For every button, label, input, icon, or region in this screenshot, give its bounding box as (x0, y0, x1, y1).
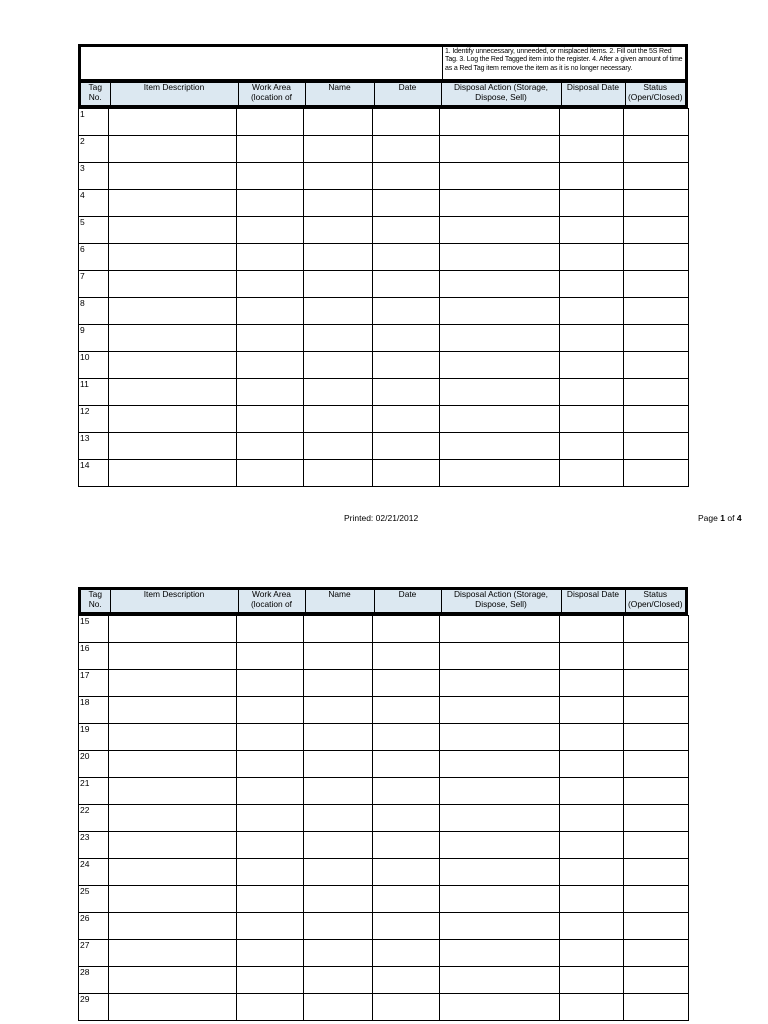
table-row (79, 913, 689, 940)
entry-cell[interactable] (440, 670, 560, 697)
entry-cell[interactable] (109, 832, 237, 859)
entry-cell[interactable] (304, 832, 373, 859)
entry-cell[interactable] (237, 109, 304, 136)
entry-cell[interactable] (624, 724, 689, 751)
entry-cell[interactable] (373, 886, 440, 913)
entry-cell[interactable] (304, 325, 373, 352)
entry-cell[interactable] (304, 913, 373, 940)
entry-cell[interactable] (440, 616, 560, 643)
tag-number-cell: 22 (79, 805, 109, 832)
entry-cell[interactable] (440, 643, 560, 670)
entry-cell[interactable] (373, 859, 440, 886)
entry-cell[interactable] (237, 805, 304, 832)
entry-cell[interactable] (237, 379, 304, 406)
table-row (79, 217, 689, 244)
table-row (79, 778, 689, 805)
entry-cell[interactable] (560, 670, 624, 697)
table-row (79, 298, 689, 325)
tag-number-cell: 23 (79, 832, 109, 859)
table-row (79, 460, 689, 487)
entry-cell[interactable] (624, 994, 689, 1021)
printed-date-value: 02/21/2012 (375, 513, 419, 523)
entry-cell[interactable] (304, 190, 373, 217)
entry-cell[interactable] (560, 379, 624, 406)
entry-cell[interactable] (373, 805, 440, 832)
entry-cell[interactable] (373, 751, 440, 778)
entry-cell[interactable] (304, 994, 373, 1021)
col-date: Date (374, 83, 441, 105)
col-disposal-action: Disposal Action (Storage, Dispose, Sell) (441, 590, 561, 612)
entry-cell[interactable] (624, 967, 689, 994)
entry-cell[interactable] (624, 940, 689, 967)
entry-cell[interactable] (109, 913, 237, 940)
entry-cell[interactable] (624, 778, 689, 805)
entry-cell[interactable] (237, 643, 304, 670)
entry-cell[interactable] (237, 832, 304, 859)
entry-cell[interactable] (440, 190, 560, 217)
entry-cell[interactable] (109, 379, 237, 406)
entry-cell[interactable] (304, 778, 373, 805)
tag-number-cell: 11 (79, 379, 109, 406)
table-row (79, 859, 689, 886)
entry-cell[interactable] (560, 163, 624, 190)
header-row-1 (78, 80, 688, 108)
col-item-description: Item Description (110, 83, 238, 105)
tag-number-cell: 25 (79, 886, 109, 913)
entry-cell[interactable] (373, 994, 440, 1021)
entry-cell[interactable] (624, 379, 689, 406)
tag-number-cell: 2 (79, 136, 109, 163)
register-page-2 (78, 587, 688, 1021)
entry-cell[interactable] (560, 913, 624, 940)
entry-cell[interactable] (440, 805, 560, 832)
table-row (79, 940, 689, 967)
tag-number-cell: 3 (79, 163, 109, 190)
entry-cell[interactable] (237, 217, 304, 244)
entry-cell[interactable] (237, 994, 304, 1021)
entry-cell[interactable] (304, 643, 373, 670)
entry-cell[interactable] (440, 217, 560, 244)
entry-cell[interactable] (624, 109, 689, 136)
table-row (79, 967, 689, 994)
entry-cell[interactable] (109, 751, 237, 778)
entry-cell[interactable] (560, 859, 624, 886)
entry-cell[interactable] (304, 616, 373, 643)
tag-number-cell: 20 (79, 751, 109, 778)
entry-cell[interactable] (304, 940, 373, 967)
tag-number-cell: 19 (79, 724, 109, 751)
table-row (79, 325, 689, 352)
entry-cell[interactable] (624, 325, 689, 352)
entry-cell[interactable] (440, 136, 560, 163)
printed-label: Printed: (344, 513, 374, 523)
entry-cell[interactable] (440, 859, 560, 886)
entry-cell[interactable] (373, 136, 440, 163)
table-row (79, 724, 689, 751)
entry-cell[interactable] (373, 325, 440, 352)
table-row (79, 886, 689, 913)
entry-cell[interactable] (624, 670, 689, 697)
entry-cell[interactable] (109, 670, 237, 697)
entry-cell[interactable] (560, 832, 624, 859)
table-row (79, 751, 689, 778)
entry-cell[interactable] (109, 190, 237, 217)
entry-cell[interactable] (373, 433, 440, 460)
entry-cell[interactable] (560, 244, 624, 271)
entry-cell[interactable] (440, 298, 560, 325)
entry-cell[interactable] (560, 109, 624, 136)
entry-cell[interactable] (304, 109, 373, 136)
register-table-1 (78, 108, 689, 487)
entry-cell[interactable] (624, 217, 689, 244)
entry-cell[interactable] (440, 967, 560, 994)
table-row (79, 109, 689, 136)
entry-cell[interactable] (624, 352, 689, 379)
entry-cell[interactable] (373, 352, 440, 379)
table-row (79, 163, 689, 190)
instructions-text: 1. Identify unnecessary, unneeded, or misplaced items. 2. Fill out the 5S Red Tag. 3. Log the Red Tagged item into the register. 4. After a given amount of time as a Red Tag item remove the item as it is no longer necessary. (445, 48, 683, 72)
entry-cell[interactable] (109, 136, 237, 163)
tag-number-cell: 8 (79, 298, 109, 325)
entry-cell[interactable] (373, 697, 440, 724)
entry-cell[interactable] (373, 244, 440, 271)
entry-cell[interactable] (560, 460, 624, 487)
entry-cell[interactable] (560, 352, 624, 379)
entry-cell[interactable] (440, 163, 560, 190)
register-table-2 (78, 615, 689, 1021)
entry-cell[interactable] (237, 190, 304, 217)
entry-cell[interactable] (373, 913, 440, 940)
tag-number-cell: 27 (79, 940, 109, 967)
entry-cell[interactable] (440, 940, 560, 967)
entry-cell[interactable] (624, 751, 689, 778)
table-row (79, 697, 689, 724)
entry-cell[interactable] (373, 406, 440, 433)
entry-cell[interactable] (373, 724, 440, 751)
table-row (79, 190, 689, 217)
entry-cell[interactable] (304, 406, 373, 433)
entry-cell[interactable] (109, 886, 237, 913)
entry-cell[interactable] (560, 967, 624, 994)
entry-cell[interactable] (304, 271, 373, 298)
tag-number-cell: 26 (79, 913, 109, 940)
col-work-area: Work Area (location of (238, 83, 305, 105)
entry-cell[interactable] (237, 967, 304, 994)
entry-cell[interactable] (109, 271, 237, 298)
tag-number-cell: 21 (79, 778, 109, 805)
printed-date (344, 513, 418, 523)
entry-cell[interactable] (304, 433, 373, 460)
entry-cell[interactable] (440, 271, 560, 298)
entry-cell[interactable] (440, 778, 560, 805)
table-row (79, 994, 689, 1021)
entry-cell[interactable] (440, 751, 560, 778)
entry-cell[interactable] (624, 163, 689, 190)
page-indicator (698, 513, 742, 523)
tag-number-cell: 4 (79, 190, 109, 217)
table-row (79, 271, 689, 298)
entry-cell[interactable] (373, 298, 440, 325)
entry-cell[interactable] (237, 433, 304, 460)
col-disposal-date: Disposal Date (561, 83, 625, 105)
page-total: 4 (736, 513, 742, 523)
entry-cell[interactable] (109, 805, 237, 832)
entry-cell[interactable] (624, 643, 689, 670)
entry-cell[interactable] (373, 832, 440, 859)
tag-number-cell: 7 (79, 271, 109, 298)
entry-cell[interactable] (624, 271, 689, 298)
tag-number-cell: 28 (79, 967, 109, 994)
entry-cell[interactable] (304, 217, 373, 244)
tag-number-cell: 29 (79, 994, 109, 1021)
entry-cell[interactable] (560, 724, 624, 751)
entry-cell[interactable] (373, 109, 440, 136)
tag-number-cell: 17 (79, 670, 109, 697)
entry-cell[interactable] (560, 778, 624, 805)
table-row (79, 805, 689, 832)
entry-cell[interactable] (560, 406, 624, 433)
header-row-2 (78, 587, 688, 615)
entry-cell[interactable] (440, 994, 560, 1021)
entry-cell[interactable] (237, 751, 304, 778)
entry-cell[interactable] (373, 217, 440, 244)
entry-cell[interactable] (109, 406, 237, 433)
table-row (79, 352, 689, 379)
tag-number-cell: 9 (79, 325, 109, 352)
entry-cell[interactable] (373, 670, 440, 697)
entry-cell[interactable] (624, 886, 689, 913)
entry-cell[interactable] (237, 616, 304, 643)
entry-cell[interactable] (440, 832, 560, 859)
table-row (79, 136, 689, 163)
entry-cell[interactable] (440, 244, 560, 271)
entry-cell[interactable] (440, 724, 560, 751)
entry-cell[interactable] (304, 967, 373, 994)
tag-number-cell: 24 (79, 859, 109, 886)
entry-cell[interactable] (304, 460, 373, 487)
entry-cell[interactable] (304, 379, 373, 406)
col-name: Name (305, 83, 374, 105)
tag-number-cell: 13 (79, 433, 109, 460)
entry-cell[interactable] (109, 859, 237, 886)
entry-cell[interactable] (440, 325, 560, 352)
entry-cell[interactable] (560, 190, 624, 217)
tag-number-cell: 16 (79, 643, 109, 670)
entry-cell[interactable] (237, 271, 304, 298)
entry-cell[interactable] (109, 724, 237, 751)
entry-cell[interactable] (440, 406, 560, 433)
entry-cell[interactable] (624, 433, 689, 460)
col-work-area: Work Area (location of (238, 590, 305, 612)
entry-cell[interactable] (109, 940, 237, 967)
entry-cell[interactable] (109, 616, 237, 643)
title-cell (81, 47, 443, 79)
entry-cell[interactable] (560, 994, 624, 1021)
entry-cell[interactable] (560, 643, 624, 670)
entry-cell[interactable] (109, 109, 237, 136)
entry-cell[interactable] (304, 298, 373, 325)
table-row (79, 433, 689, 460)
col-tag-no: Tag No. (81, 83, 110, 105)
entry-cell[interactable] (373, 778, 440, 805)
entry-cell[interactable] (624, 859, 689, 886)
page-current: 1 (720, 513, 725, 523)
entry-cell[interactable] (237, 913, 304, 940)
entry-cell[interactable] (560, 298, 624, 325)
entry-cell[interactable] (237, 724, 304, 751)
entry-cell[interactable] (440, 460, 560, 487)
entry-cell[interactable] (304, 163, 373, 190)
instructions-banner (78, 44, 688, 82)
entry-cell[interactable] (237, 886, 304, 913)
register-page-1 (78, 44, 688, 487)
entry-cell[interactable] (109, 460, 237, 487)
tag-number-cell: 18 (79, 697, 109, 724)
tag-number-cell: 12 (79, 406, 109, 433)
tag-number-cell: 1 (79, 109, 109, 136)
entry-cell[interactable] (109, 967, 237, 994)
entry-cell[interactable] (373, 616, 440, 643)
col-date: Date (374, 590, 441, 612)
entry-cell[interactable] (237, 859, 304, 886)
entry-cell[interactable] (304, 751, 373, 778)
entry-cell[interactable] (109, 352, 237, 379)
page-of: of (727, 513, 735, 523)
entry-cell[interactable] (440, 379, 560, 406)
entry-cell[interactable] (440, 913, 560, 940)
entry-cell[interactable] (304, 805, 373, 832)
entry-cell[interactable] (624, 136, 689, 163)
entry-cell[interactable] (560, 136, 624, 163)
entry-cell[interactable] (560, 886, 624, 913)
entry-cell[interactable] (373, 379, 440, 406)
entry-cell[interactable] (560, 433, 624, 460)
entry-cell[interactable] (237, 670, 304, 697)
table-row (79, 832, 689, 859)
entry-cell[interactable] (109, 697, 237, 724)
entry-cell[interactable] (237, 298, 304, 325)
entry-cell[interactable] (624, 190, 689, 217)
col-item-description: Item Description (110, 590, 238, 612)
entry-cell[interactable] (237, 406, 304, 433)
entry-cell[interactable] (237, 325, 304, 352)
entry-cell[interactable] (624, 616, 689, 643)
entry-cell[interactable] (109, 217, 237, 244)
entry-cell[interactable] (440, 433, 560, 460)
entry-cell[interactable] (237, 163, 304, 190)
entry-cell[interactable] (373, 967, 440, 994)
table-row (79, 616, 689, 643)
entry-cell[interactable] (624, 244, 689, 271)
entry-cell[interactable] (440, 886, 560, 913)
entry-cell[interactable] (109, 778, 237, 805)
table-row (79, 643, 689, 670)
col-name: Name (305, 590, 374, 612)
entry-cell[interactable] (304, 136, 373, 163)
entry-cell[interactable] (237, 778, 304, 805)
entry-cell[interactable] (560, 751, 624, 778)
entry-cell[interactable] (624, 832, 689, 859)
entry-cell[interactable] (237, 697, 304, 724)
entry-cell[interactable] (109, 325, 237, 352)
entry-cell[interactable] (304, 859, 373, 886)
col-status: Status (Open/Closed) (625, 590, 685, 612)
tag-number-cell: 14 (79, 460, 109, 487)
entry-cell[interactable] (560, 940, 624, 967)
entry-cell[interactable] (624, 697, 689, 724)
entry-cell[interactable] (560, 697, 624, 724)
entry-cell[interactable] (624, 406, 689, 433)
entry-cell[interactable] (304, 352, 373, 379)
entry-cell[interactable] (109, 643, 237, 670)
entry-cell[interactable] (304, 724, 373, 751)
entry-cell[interactable] (624, 460, 689, 487)
entry-cell[interactable] (237, 460, 304, 487)
table-row (79, 670, 689, 697)
entry-cell[interactable] (373, 643, 440, 670)
entry-cell[interactable] (237, 136, 304, 163)
page-label: Page (698, 513, 718, 523)
entry-cell[interactable] (109, 298, 237, 325)
entry-cell[interactable] (373, 271, 440, 298)
entry-cell[interactable] (373, 163, 440, 190)
entry-cell[interactable] (440, 352, 560, 379)
tag-number-cell: 10 (79, 352, 109, 379)
entry-cell[interactable] (237, 244, 304, 271)
entry-cell[interactable] (304, 670, 373, 697)
entry-cell[interactable] (373, 460, 440, 487)
tag-number-cell: 15 (79, 616, 109, 643)
entry-cell[interactable] (440, 697, 560, 724)
entry-cell[interactable] (560, 271, 624, 298)
entry-cell[interactable] (624, 805, 689, 832)
col-disposal-action: Disposal Action (Storage, Dispose, Sell) (441, 83, 561, 105)
entry-cell[interactable] (109, 433, 237, 460)
col-tag-no: Tag No. (81, 590, 110, 612)
col-status: Status (Open/Closed) (625, 83, 685, 105)
entry-cell[interactable] (440, 109, 560, 136)
entry-cell[interactable] (304, 886, 373, 913)
entry-cell[interactable] (373, 940, 440, 967)
tag-number-cell: 6 (79, 244, 109, 271)
entry-cell[interactable] (624, 913, 689, 940)
entry-cell[interactable] (109, 994, 237, 1021)
entry-cell[interactable] (304, 697, 373, 724)
table-row (79, 379, 689, 406)
entry-cell[interactable] (560, 805, 624, 832)
entry-cell[interactable] (560, 325, 624, 352)
entry-cell[interactable] (560, 616, 624, 643)
entry-cell[interactable] (237, 940, 304, 967)
col-disposal-date: Disposal Date (561, 590, 625, 612)
table-row (79, 406, 689, 433)
entry-cell[interactable] (373, 190, 440, 217)
entry-cell[interactable] (109, 163, 237, 190)
entry-cell[interactable] (304, 244, 373, 271)
entry-cell[interactable] (109, 244, 237, 271)
table-row (79, 244, 689, 271)
entry-cell[interactable] (560, 217, 624, 244)
entry-cell[interactable] (237, 352, 304, 379)
entry-cell[interactable] (624, 298, 689, 325)
tag-number-cell: 5 (79, 217, 109, 244)
